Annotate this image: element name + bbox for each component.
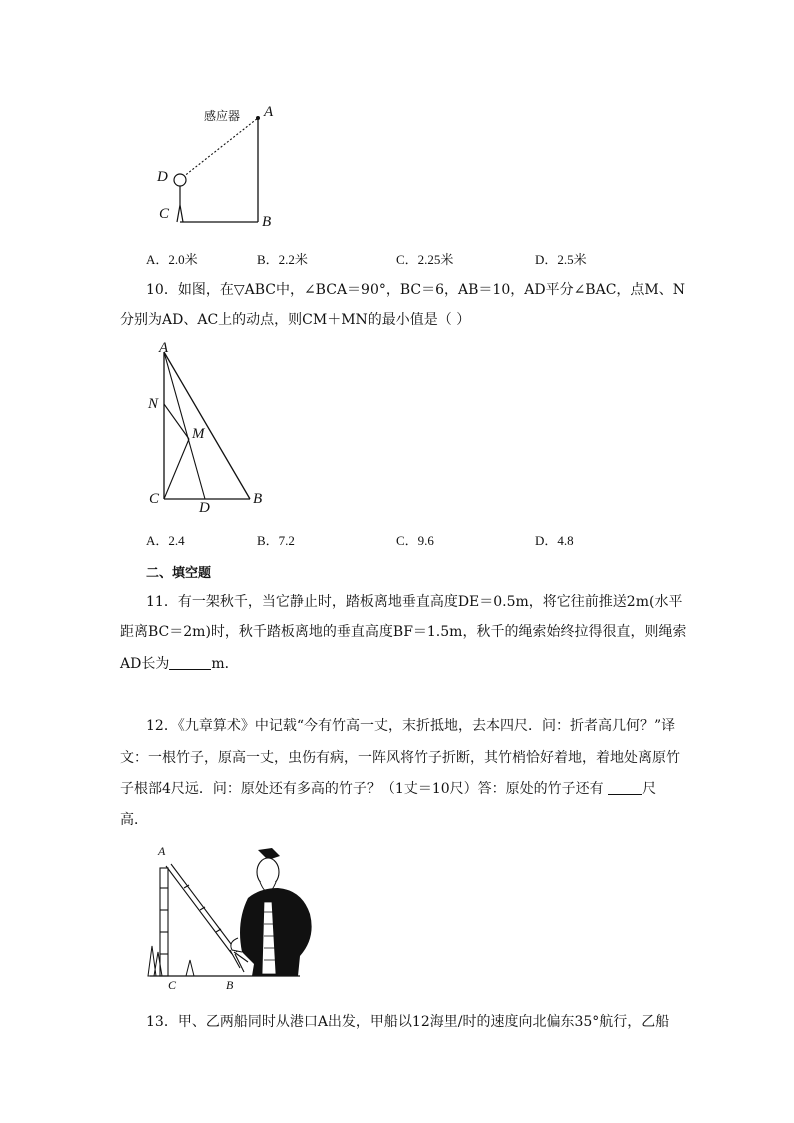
label-a: A bbox=[158, 844, 166, 858]
segment-nm bbox=[164, 404, 189, 439]
q12-text-line-3 bbox=[120, 779, 656, 799]
scholar-figure bbox=[231, 848, 312, 976]
label-b: B bbox=[226, 978, 234, 992]
person-head bbox=[174, 174, 186, 186]
q10-options bbox=[146, 530, 746, 550]
q11-text-line-3 bbox=[120, 654, 239, 674]
segment-cm bbox=[164, 439, 189, 499]
q11-text-line-1: 11．有一架秋千，当它静止时，踏板离地垂直高度DE＝0.5m，将它往前推送2m(水平 bbox=[146, 594, 683, 610]
q12-figure bbox=[140, 842, 340, 997]
q11-answer-blank[interactable] bbox=[169, 655, 211, 670]
sightline-da bbox=[183, 118, 258, 177]
q12-text-line-1: 12．《九章算术》中记载“今有竹高一丈，末折抵地，去本四尺．问：折者高几何？”译 bbox=[146, 718, 676, 734]
q12-text-line-2: 文：一根竹子，原高一丈，虫伤有病，一阵风将竹子折断，其竹梢恰好着地，着地处离原竹 bbox=[120, 750, 680, 766]
q9-option-b[interactable]: B．2.2米 bbox=[257, 252, 308, 267]
sprout-right bbox=[186, 960, 194, 976]
person-leg-1 bbox=[177, 205, 180, 222]
side-ab bbox=[164, 352, 250, 499]
q11-text-line-2: 距离BC＝2m)时，秋千踏板离地的垂直高度BF＝1.5m，秋千的绳索始终拉得很直，则绳索 bbox=[120, 624, 687, 640]
q11-line3-post: m． bbox=[211, 656, 239, 672]
label-a: A bbox=[264, 104, 274, 120]
sensor-point bbox=[256, 116, 260, 120]
label-b: B bbox=[253, 491, 263, 507]
q9-option-c[interactable]: C．2.25米 bbox=[396, 252, 454, 267]
label-b: B bbox=[262, 214, 272, 230]
q10-text-line-2: 分别为AD、AC上的动点，则CM＋MN的最小值是（ ） bbox=[120, 312, 471, 328]
label-a: A bbox=[159, 340, 169, 356]
label-n: N bbox=[148, 396, 159, 412]
label-sensor: 感应器 bbox=[204, 109, 241, 123]
q10-option-a[interactable]: A．2.4 bbox=[146, 533, 185, 548]
q9-option-d[interactable]: D．2.5米 bbox=[535, 252, 587, 267]
label-d: D bbox=[157, 169, 168, 185]
q12-line3-pre: 子根部4尺远．问：原处还有多高的竹子？（1丈＝10尺）答：原处的竹子还有 bbox=[120, 781, 609, 797]
person-leg-2 bbox=[180, 205, 183, 222]
q9-option-a[interactable]: A．2.0米 bbox=[146, 252, 198, 267]
q10-option-d[interactable]: D．4.8 bbox=[535, 533, 574, 548]
q9-figure bbox=[150, 100, 290, 235]
q11-line3-pre: AD长为 bbox=[120, 656, 170, 672]
label-c: C bbox=[159, 206, 170, 222]
q13-text-line-1: 13．甲、乙两船同时从港口A出发，甲船以12海里/时的速度向北偏东35°航行，乙船 bbox=[146, 1014, 670, 1030]
bamboo-standing bbox=[160, 868, 168, 976]
label-c: C bbox=[168, 978, 177, 992]
q10-figure bbox=[140, 338, 280, 518]
q10-option-c[interactable]: C．9.6 bbox=[396, 533, 434, 548]
q10-text-line-1: 10．如图，在▽ABC中，∠BCA＝90°，BC＝6，AB＝10，AD平分∠BAC，点M、N bbox=[146, 282, 686, 298]
q12-answer-blank[interactable] bbox=[608, 780, 642, 795]
section-heading-fill-in: 二、填空题 bbox=[146, 566, 212, 581]
q12-illustration bbox=[140, 842, 340, 997]
label-m: M bbox=[192, 426, 205, 442]
q10-option-b[interactable]: B．7.2 bbox=[257, 533, 295, 548]
q12-text-line-4: 高． bbox=[120, 812, 148, 828]
label-c: C bbox=[149, 491, 160, 507]
q9-options bbox=[146, 249, 746, 269]
bamboo-broken bbox=[166, 864, 248, 972]
q12-line3-post: 尺 bbox=[642, 781, 657, 797]
label-d: D bbox=[199, 500, 210, 516]
